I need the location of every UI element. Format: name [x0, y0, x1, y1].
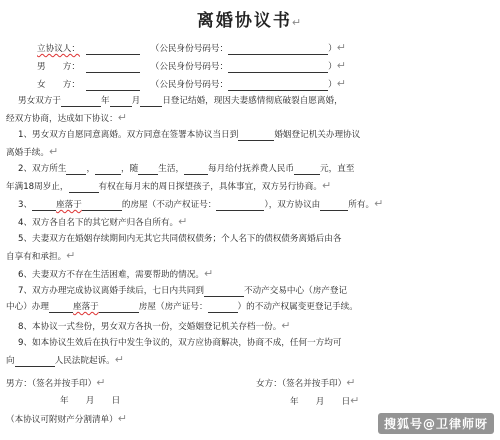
male-signature-label: 男方：（签名并按手印）↵ [6, 376, 106, 389]
name-blank[interactable] [86, 54, 140, 55]
name-blank[interactable] [86, 72, 140, 73]
clause-4: 4、双方各自名下的其它财产归各自所有。↵ [18, 215, 188, 228]
clause-2-cont: 年满18周岁止， 有权在每月末的周日探望孩子，具体事宜，双方另行协商。↵ [6, 179, 332, 192]
watermark: 搜狐号@卫律师呀 [378, 413, 494, 434]
clause-5: 5、夫妻双方在婚姻存续期间内无其它共同债权债务；个人名下的债权债务离婚后由各 [18, 234, 342, 244]
clause-1-cont: 离婚手续。↵ [6, 145, 59, 158]
party-line-signatory: 立协议人： （公民身份号码号： ）↵ [0, 42, 500, 55]
clause-9-cont: 向 人民法院起诉。↵ [6, 353, 124, 366]
clause-2: 2、双方所生 ， ，随 生活， 每月给付抚养费人民币 元，直至 [18, 164, 355, 174]
clause-6: 6、夫妻双方不存在生活困难，需要帮助的情况。↵ [18, 267, 214, 280]
party-line-female: 女 方： （公民身份号码号： ）↵ [0, 78, 500, 91]
id-blank[interactable] [228, 54, 328, 55]
clause-7-cont: 中心）办理 座落于 房屋（房产证号： ）的不动产权属变更登记手续。 [6, 302, 358, 312]
party-label: 女 方： [37, 80, 80, 90]
name-blank[interactable] [86, 90, 140, 91]
id-blank[interactable] [228, 90, 328, 91]
appendix-note: （本协议可附财产分割清单）↵ [6, 412, 127, 425]
female-date: 年 月 日↵ [290, 394, 360, 407]
clause-1: 1、男女双方自愿同意离婚。双方同意在签署本协议当日到 婚姻登记机关办理协议 [18, 130, 361, 140]
female-signature-label: 女方：（签名并按手印）↵ [256, 376, 356, 389]
party-label: 男 方： [37, 62, 80, 72]
clause-5-cont: 自享有和承担。↵ [6, 249, 76, 262]
clause-intro: 男女双方于 年 月 日登记结婚，现因夫妻感情彻底破裂自愿离婚， [18, 96, 343, 106]
clause-9: 9、如本协议生效后在执行中发生争议的，双方应协商解决，协商不成，任何一方均可 [18, 338, 342, 348]
clause-intro-cont: 经双方协商，达成如下协议：↵ [6, 111, 127, 124]
male-date: 年 月 日 [60, 396, 121, 406]
clause-7: 7、双方办理完成协议离婚手续后，七日内共同到 不动产交易中心（房产登记 [18, 286, 348, 296]
party-line-male: 男 方： （公民身份号码号： ）↵ [0, 60, 500, 73]
clause-8: 8、本协议一式叁份，男女双方各执一份，交婚姻登记机关存档一份。↵ [18, 319, 291, 332]
party-label: 立协议人： [37, 44, 80, 54]
clause-3: 3、 座落于 的房屋（不动产权证号： ），双方协议由 所有。↵ [18, 197, 384, 210]
id-blank[interactable] [228, 72, 328, 73]
document-title: 离婚协议书↵ [196, 11, 304, 31]
